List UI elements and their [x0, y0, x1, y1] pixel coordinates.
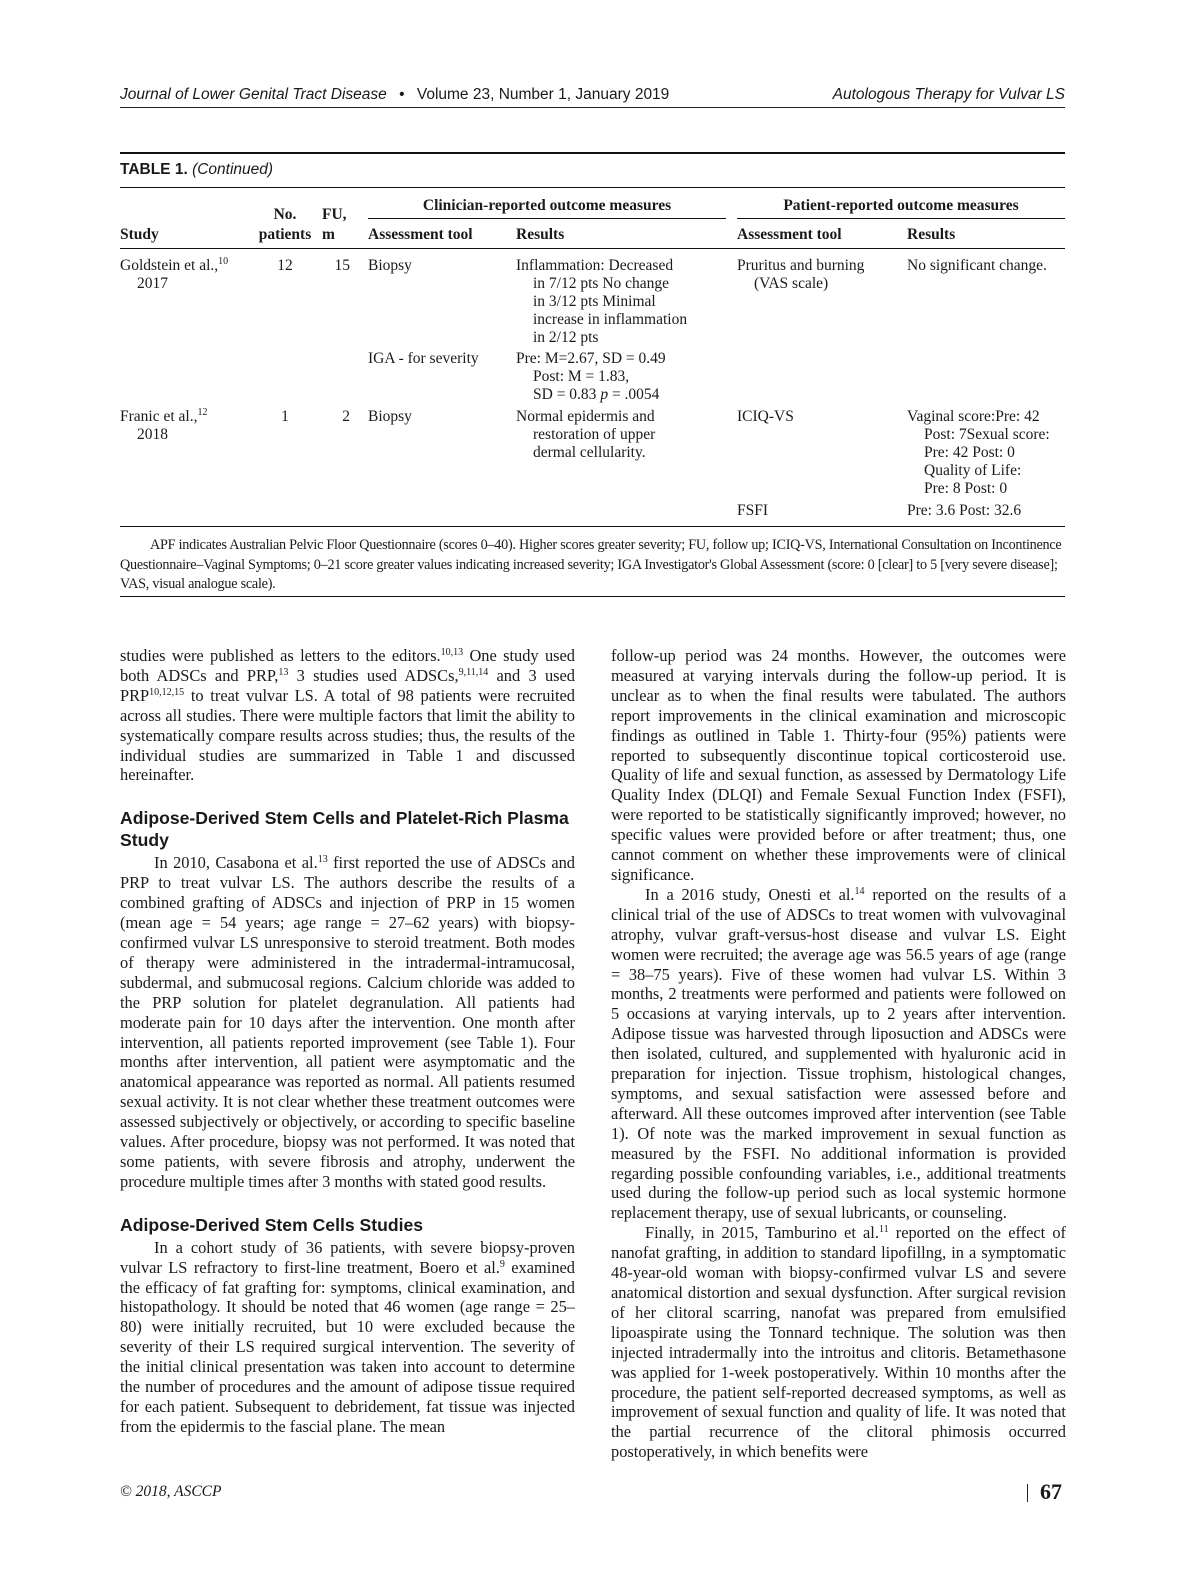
col-header-patients-2: patients	[258, 226, 312, 243]
section-heading: Adipose-Derived Stem Cells and Platelet-Rich Plasma Study	[120, 808, 569, 851]
result-line: Post: M = 1.83,	[533, 368, 630, 385]
tool-line: Pruritus and burning	[737, 257, 865, 274]
body-column-right	[611, 646, 1066, 1462]
citation-ref: 13	[317, 854, 328, 866]
table-cell-clinician-tool-2: IGA - for severity	[368, 350, 479, 367]
table-footnote: APF indicates Australian Pelvic Floor Questionnaire (scores 0–40). Higher scores greater severity; FU, follow up; ICIQ-VS, International Consultation on Incontinence Questionnaire–Vaginal Symptoms; 0–21 score greater values indicating increased severity; IGA Investigator's Global Assessment (score: 0 [clear] to 5 [very severe disease]; VAS, visual analogue scale).	[120, 537, 1062, 592]
study-year: 2018	[137, 426, 168, 443]
col-header-patient-tool: Assessment tool	[737, 226, 842, 243]
paragraph: Finally, in 2015, Tamburino et al.$^{11}$ reported on the effect of nanofat grafting, in addition to standard lipofillng, in a symptomatic 48-year-old woman with biopsy-confirmed vulvar LS and severe anatomical distortion and sexual dysfunction. After surgical revision of her clitoral scarring, nanofat was prepared from emulsified lipoaspirate using the Tonnard technique. The solution was then injected intradermally into the introitus and clitoris. Betamethasone was applied for 1-week postoperatively. Within 10 months after the procedure, the patient self-reported decreased symptoms, as well as improvement of sexual function and quality of life. It was noted that the partial recurrence of the clitoral phimosis occurred postoperatively, in which benefits were	[611, 1223, 1066, 1462]
table-caption-note: (Continued)	[192, 161, 274, 178]
col-header-fu-2: m	[322, 226, 335, 243]
running-header-journal	[120, 86, 669, 104]
paragraph: In a 2016 study, Onesti et al.$^{14}$ reported on the results of a clinical trial of the use of ADSCs to treat women with vulvovaginal atrophy, vulvar graft-versus-host disease and vulvar LS. Eight women were recruited; the average age was 56.5 years of age (range = 38–75 years). Five of these women had vulvar LS. Within 3 months, 2 treatments were performed and patients were followed on 5 occasions at varying intervals, up to 2 years after intervention. Adipose tissue was harvested through liposuction and ADSCs were then isolated, cultured, and supplemented with hyaluronic acid in preparation for injection. Tissue trophism, histological changes, symptoms, and sexual satisfaction were assessed before and afterward. All these outcomes improved after intervention (see Table 1). Of note was the marked improvement in sexual function as measured by the FSFI. No additional information is provided regarding possible confounding variables, i.e., additional treatments used during the follow-up period such as local systemic hormone replacement therapy, use of sexual lubricants, or counseling.	[611, 884, 1066, 1223]
group-header-patient: Patient-reported outcome measures	[783, 197, 1019, 214]
citation-ref: 10,12,15	[149, 686, 185, 698]
body-column-left	[120, 646, 575, 1437]
journal-name: Journal of Lower Genital Tract Disease	[120, 86, 387, 103]
study-name: Franic et al.,	[120, 408, 198, 425]
citation-ref: 9,11,14	[458, 666, 489, 678]
citation-ref: 9	[499, 1258, 505, 1270]
result-line: increase in inflammation	[533, 311, 688, 328]
table-cell-clinician-tool: Biopsy	[368, 257, 412, 274]
table-cell-clinician-results	[516, 257, 731, 347]
running-title: Autologous Therapy for Vulvar LS	[832, 86, 1065, 103]
paragraph: follow-up period was 24 months. However, the outcomes were measured at varying intervals during the follow-up period. It is unclear as to when the final results were tabulated. The authors report improvements in the clinical examination and microscopic findings as outlined in Table 1. Thirty-four (95%) patients were reported to subsequently discontinue topical corticosteroid use. Quality of life and sexual function, as assessed by Dermatology Life Quality Index (DLQI) and Female Sexual Function Index (FSFI), were reported to be statistically significantly improved; however, no specific values were provided before or after treatment; thus, one cannot comment on whether these improvements were of clinical significance.	[611, 646, 1066, 884]
col-header-fu-1: FU,	[322, 206, 347, 223]
citation-ref: 10	[218, 256, 229, 267]
study-year: 2017	[137, 275, 168, 292]
table-cell-clinician-tool: Biopsy	[368, 408, 412, 425]
result-line: Quality of Life:	[924, 462, 1022, 479]
page-number: 67	[1040, 1479, 1062, 1504]
table-cell-patients: 1	[281, 408, 289, 425]
table-body-rule	[120, 248, 1065, 249]
table-cell-patient-tool-2: FSFI	[737, 502, 769, 519]
result-line: restoration of upper	[533, 426, 656, 443]
table-cell-patient-tool: ICIQ-VS	[737, 408, 794, 425]
group-rule-patient	[737, 218, 1065, 219]
footer-divider	[1027, 1484, 1028, 1502]
table-caption-label: TABLE 1.	[120, 161, 188, 178]
result-line: Vaginal score:Pre: 42	[907, 408, 1040, 425]
result-line: Post: 7Sexual score:	[924, 426, 1050, 443]
result-line: Pre: 42 Post: 0	[924, 444, 1015, 461]
citation-ref: 13	[278, 666, 289, 678]
table-cell-clinician-results-2	[516, 350, 731, 404]
citation-ref: 11	[878, 1224, 889, 1236]
col-header-patient-results: Results	[907, 226, 956, 243]
result-line: in 3/12 pts Minimal	[533, 293, 656, 310]
group-rule-clinician	[368, 218, 726, 219]
col-header-patients-1: No.	[273, 206, 297, 223]
study-name: Goldstein et al.,	[120, 257, 219, 274]
col-header-clinician-tool: Assessment tool	[368, 226, 473, 243]
table-cell-patient-results: No significant change.	[907, 257, 1047, 274]
citation-ref: 10,13	[440, 647, 464, 658]
paragraph: In a cohort study of 36 patients, with severe biopsy-proven vulvar LS refractory to first-line treatment, Boero et al.$^9$ examined the efficacy of fat grafting for: symptoms, clinical examination, and histopathology. It should be noted that 46 women (age range = 25–80) were initially recruited, but 10 were excluded because the severity of their LS required surgical intervention. The severity of the initial clinical presentation was taken into account to determine the number of procedures and the amount of adipose tissue required for each patient. Subsequent to debridement, fat tissue was injected from the epidermis to the fascial plane. The mean	[120, 1237, 575, 1436]
citation-ref: 12	[197, 407, 208, 418]
result-line: Inflammation: Decreased	[516, 257, 674, 274]
header-rule	[120, 107, 1065, 108]
table-cell-patient-tool	[737, 257, 902, 293]
paragraph: studies were published as letters to the editors.$^{10,13}$ One study used both ADSCs and PRP,$^{13}$ 3 studies used ADSCs,$^{9,11,14}$ and 3 used PRP$^{10,12,15}$ to treat vulvar LS. A total of 98 patients were recruited across all studies. There were multiple factors that limit the ability to systematically compare results across studies; thus, the results of the individual studies are summarized in Table 1 and discussed hereinafter.	[120, 646, 575, 785]
table-cell-patient-results-2: Pre: 3.6 Post: 32.6	[907, 502, 1022, 519]
table-cell-fu: 2	[342, 408, 350, 425]
copyright: © 2018, ASCCP	[120, 1483, 222, 1500]
result-line: dermal cellularity.	[533, 444, 646, 461]
group-header-clinician: Clinician-reported outcome measures	[422, 197, 672, 214]
table-cell-patient-results	[907, 408, 1065, 498]
result-line: Pre: M=2.67, SD = 0.49	[516, 350, 666, 367]
paragraph: In 2010, Casabona et al.$^{13}$ first reported the use of ADSCs and PRP to treat vulvar LS. The authors describe the results of a combined grafting of ADSCs and injection of PRP in 15 women (mean age = 54 years; age range = 27–62 years) with biopsy-confirmed vulvar LS unresponsive to steroid treatment. Both modes of therapy were administered in the intradermal-intramucosal, subdermal, and submucosal regions. Calcium chloride was added to the PRP solution for platelet degranulation. All patients had moderate pain for 10 days after the intervention. One month after intervention, all patients reported improvement (see Table 1). Four months after intervention, all patient were asymptomatic and the anatomical appearance was reported as normal. All patients resumed sexual activity. It is not clear whether these treatment outcomes were assessed subjectively or objectively, or according to specific baseline values. After procedure, biopsy was not performed. It was noted that some patients, with severe fibrosis and atrophy, underwent the procedure multiple times after 3 months with stated good results.	[120, 853, 575, 1191]
col-header-clinician-results: Results	[516, 226, 565, 243]
table-end-rule	[120, 596, 1065, 597]
result-line: SD = 0.83 p = .0054	[533, 386, 660, 403]
table-top-rule	[120, 152, 1065, 154]
table-caption	[120, 161, 273, 179]
header-bullet: •	[399, 86, 405, 103]
journal-volume: Volume 23, Number 1, January 2019	[416, 86, 670, 103]
table-cell-patients: 12	[277, 257, 293, 274]
table-cell-study	[120, 257, 252, 293]
result-line: Pre: 8 Post: 0	[924, 480, 1008, 497]
table-header-rule	[120, 187, 1065, 188]
col-header-study: Study	[120, 226, 159, 243]
citation-ref: 14	[854, 885, 865, 897]
section-heading: Adipose-Derived Stem Cells Studies	[120, 1214, 424, 1235]
result-line: Normal epidermis and	[516, 408, 655, 425]
tool-line: (VAS scale)	[754, 275, 829, 292]
table-cell-fu: 15	[334, 257, 350, 274]
result-line: in 2/12 pts	[533, 329, 599, 346]
table-cell-clinician-results	[516, 408, 731, 462]
table-bottom-rule	[120, 526, 1065, 527]
result-line: in 7/12 pts No change	[533, 275, 670, 292]
table-cell-study	[120, 408, 252, 444]
